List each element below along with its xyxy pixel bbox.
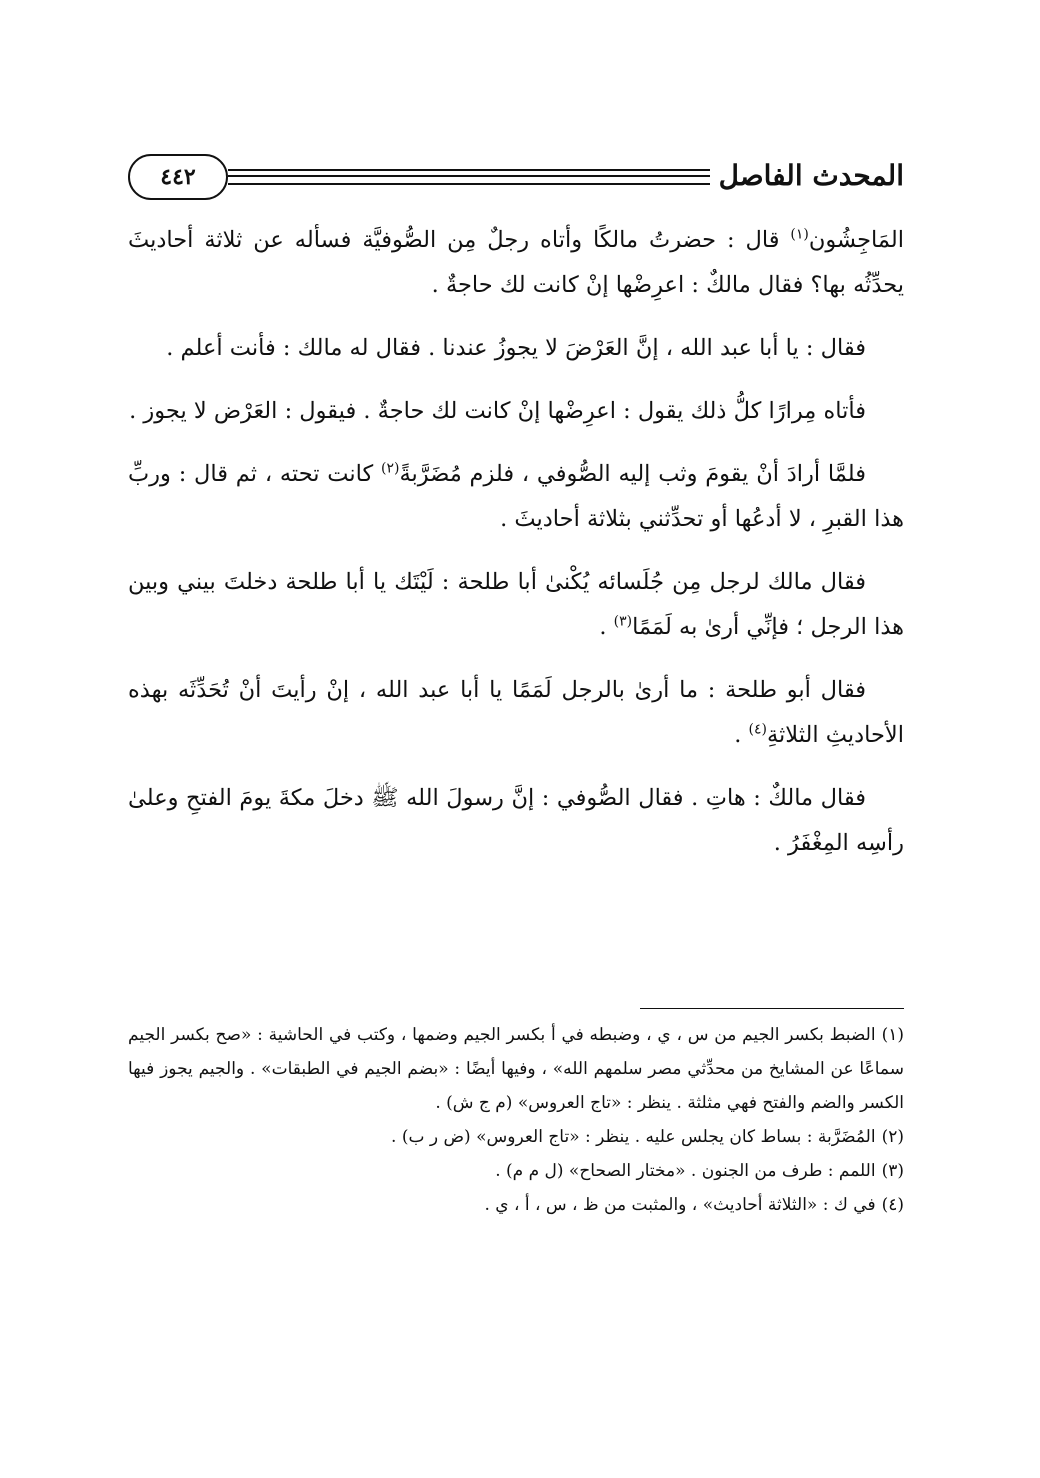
page-header <box>128 150 904 206</box>
paragraph-text: . <box>599 614 614 640</box>
book-title: المحدث الفاصل <box>718 159 904 192</box>
footnote-marker: (١) <box>790 226 809 243</box>
main-text <box>128 218 904 884</box>
footnote-number: (٤) <box>881 1195 904 1215</box>
footnote <box>128 1120 904 1154</box>
footnote-number: (٢) <box>881 1127 904 1147</box>
paragraph <box>128 452 904 542</box>
header-rule <box>228 169 710 185</box>
footnote-marker: (٤) <box>748 721 767 738</box>
footnote <box>128 1018 904 1120</box>
footnote-text: المُضَرَّبة : بساط كان يجلس عليه . ينظر : «تاج العروس» (ض ر ب) . <box>391 1127 876 1147</box>
paragraph: فأتاه مِرارًا كلُّ ذلك يقول : اعرِضْها إنْ كانت لك حاجةٌ . فيقول : العَرْض لا يجوز . <box>129 398 866 424</box>
page-number-badge <box>128 154 228 200</box>
footnote <box>128 1188 904 1222</box>
page-number: ٤٤٢ <box>160 164 196 190</box>
paragraph: فقال مالكٌ : هاتِ . فقال الصُّوفي : إنَّ رسولَ الله ﷺ دخلَ مكةَ يومَ الفتحِ وعلىٰ رأسِه المِغْفَرُ . <box>128 785 904 856</box>
footnote <box>128 1154 904 1188</box>
footnote-separator <box>640 1008 904 1009</box>
paragraph-text: فقال مالك لرجل مِن جُلَسائه يُكْنىٰ أبا طلحة : لَيْتَك يا أبا طلحة دخلتَ بيني وبين هذا الرجل ؛ فإنِّي أرىٰ به لَمَمًا <box>128 569 904 640</box>
footnote-text: اللمم : طرف من الجنون . «مختار الصحاح» (ل م م) . <box>495 1161 876 1181</box>
footnote-marker: (٢) <box>381 460 400 477</box>
footnote-marker: (٣) <box>613 613 633 630</box>
paragraph-text: المَاجِشُون <box>808 227 904 253</box>
paragraph <box>128 218 904 308</box>
paragraph-text: قال : حضرتُ مالكًا وأتاه رجلٌ مِن الصُّوفيَّة فسأله عن ثلاثة أحاديثَ يحدِّثُه بها؟ فقال مالكٌ : اعرِضْها إنْ كانت لك حاجةٌ . <box>128 227 904 298</box>
paragraph-text: كانت تحته ، ثم قال : وربِّ هذا القبرِ ، لا أدعُها أو تحدِّثني بثلاثة أحاديثَ . <box>128 461 904 532</box>
footnote-number: (١) <box>881 1025 904 1045</box>
paragraph-text: فلمَّا أرادَ أنْ يقومَ وثب إليه الصُّوفي ، فلزم مُضَرَّبةً <box>399 461 866 487</box>
paragraph: فقال : يا أبا عبد الله ، إنَّ العَرْضَ لا يجوزُ عندنا . فقال له مالك : فأنت أعلم . <box>166 335 866 361</box>
footnote-text: الضبط بكسر الجيم من س ، ي ، وضبطه في أ بكسر الجيم وضمها ، وكتب في الحاشية : «صح بكسر الجيم سماعًا عن المشايخ من محدِّثي مصر سلمهم الله» ، وفيها أيضًا : «بضم الجيم في الطبقات» . والجيم يجوز فيها الكسر والضم والفتح فهي مثلثة . ينظر : «تاج العروس» (م ج ش) . <box>128 1025 904 1113</box>
footnote-text: في ك : «الثلاثة أحاديث» ، والمثبت من ظ ، س ، أ ، ي . <box>484 1195 876 1215</box>
paragraph-text: فقال أبو طلحة : ما أرىٰ بالرجل لَمَمًا يا أبا عبد الله ، إنْ رأيتَ أنْ تُحَدِّثَه بهذه الأحاديثِ الثلاثةِ <box>128 677 904 748</box>
paragraph-text: . <box>734 722 749 748</box>
footnote-number: (٣) <box>881 1161 904 1181</box>
footnotes <box>128 1018 904 1222</box>
paragraph <box>128 560 904 650</box>
paragraph <box>128 668 904 758</box>
